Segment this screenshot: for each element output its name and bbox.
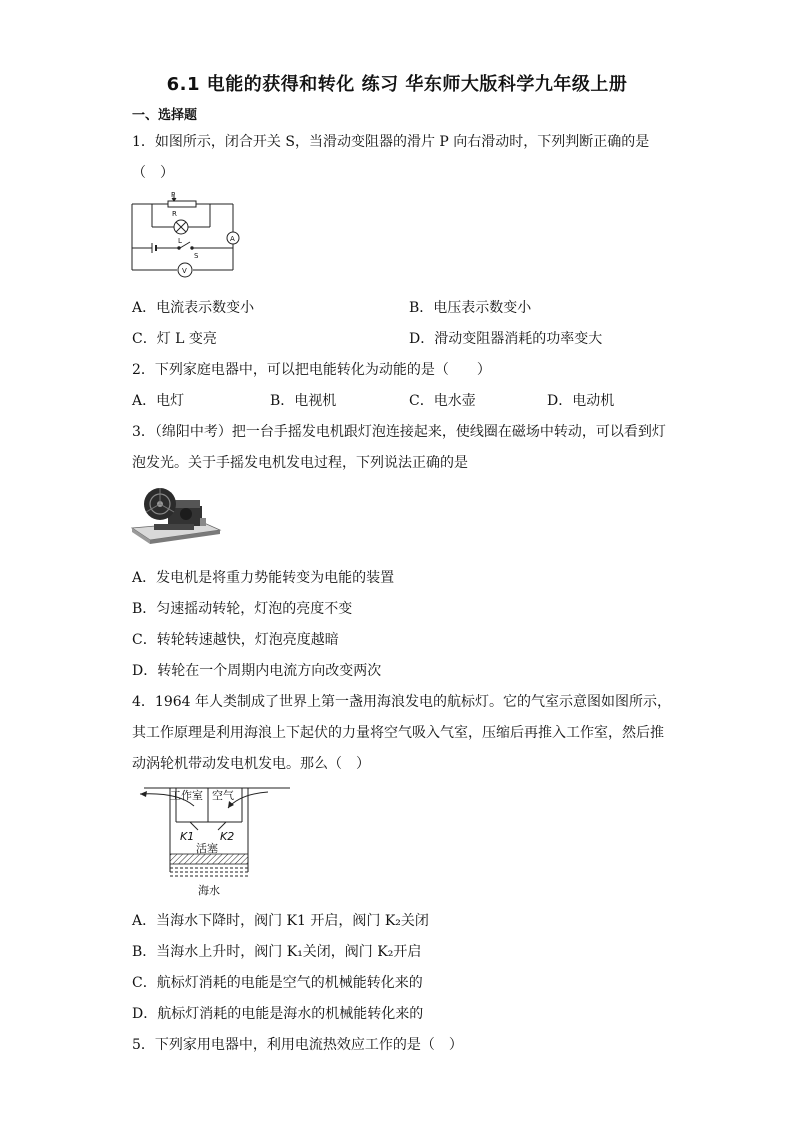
switch-s-label: S xyxy=(194,252,199,260)
question-3-option-d: D．转轮在一个周期内电流方向改变两次 xyxy=(132,663,382,679)
question-2-option-a: A．电灯 xyxy=(132,393,185,409)
question-3-text-line-1: 3．（绵阳中考）把一台手摇发电机跟灯泡连接起来，使线圈在磁场中转动，可以看到灯 xyxy=(132,424,666,440)
question-4-option-b: B．当海水上升时，阀门 K₁关闭，阀门 K₂开启 xyxy=(132,944,422,960)
question-2-option-b: B．电视机 xyxy=(270,393,337,409)
question-2-option-c: C．电水壶 xyxy=(409,393,476,409)
question-1-paren: （ ） xyxy=(132,165,174,181)
question-1-text: 1．如图所示，闭合开关 S，当滑动变阻器的滑片 P 向右滑动时，下列判断正确的是 xyxy=(132,134,650,150)
section-heading: 一、选择题 xyxy=(132,108,198,123)
rheostat-slider-p-label: P xyxy=(171,191,176,199)
question-4-text-line-1: 4．1964 年人类制成了世界上第一盏用海浪发电的航标灯。它的气室示意图如图所示， xyxy=(132,694,671,710)
lamp-l-label: L xyxy=(178,237,182,245)
work-room-label: 工作室 xyxy=(170,789,203,802)
voltmeter-v-label: V xyxy=(182,267,187,275)
question-4-text-line-3: 动涡轮机带动发电机发电。那么（ ） xyxy=(132,756,370,772)
valve-k2-label: K2 xyxy=(220,830,235,843)
piston-label: 活塞 xyxy=(196,842,218,855)
valve-k1-label: K1 xyxy=(180,830,195,843)
question-3-option-c: C．转轮转速越快，灯泡亮度越暗 xyxy=(132,632,339,648)
question-1-option-a: A．电流表示数变小 xyxy=(132,300,255,316)
question-1-option-c: C．灯 L 变亮 xyxy=(132,331,217,347)
question-3-option-b: B．匀速摇动转轮，灯泡的亮度不变 xyxy=(132,601,353,617)
question-1-option-d: D．滑动变阻器消耗的功率变大 xyxy=(409,331,603,347)
rheostat-r-label: R xyxy=(172,210,177,218)
ammeter-a-label: A xyxy=(230,235,235,243)
hand-crank-generator-image xyxy=(130,484,222,550)
question-4-text-line-2: 其工作原理是利用海浪上下起伏的力量将空气吸入气室，压缩后再推入工作室，然后推 xyxy=(132,725,664,741)
question-4-option-c: C．航标灯消耗的电能是空气的机械能转化来的 xyxy=(132,975,423,991)
question-4-option-d: D．航标灯消耗的电能是海水的机械能转化来的 xyxy=(132,1006,424,1022)
page-title: 6.1 电能的获得和转化 练习 华东师大版科学九年级上册 xyxy=(166,74,628,95)
air-label: 空气 xyxy=(212,789,234,802)
question-5-text: 5．下列家用电器中，利用电流热效应工作的是（ ） xyxy=(132,1037,463,1053)
question-4-option-a: A．当海水下降时，阀门 K1 开启，阀门 K₂关闭 xyxy=(132,913,429,929)
question-3-option-a: A．发电机是将重力势能转变为电能的装置 xyxy=(132,570,395,586)
sea-water-label: 海水 xyxy=(198,884,220,897)
question-2-text: 2．下列家庭电器中，可以把电能转化为动能的是（ ） xyxy=(132,362,491,378)
question-2-option-d: D．电动机 xyxy=(547,393,615,409)
question-1-option-b: B．电压表示数变小 xyxy=(409,300,532,316)
question-4-air-chamber-diagram xyxy=(130,782,300,900)
question-1-circuit-diagram xyxy=(130,192,245,277)
question-3-text-line-2: 泡发光。关于手摇发电机发电过程，下列说法正确的是 xyxy=(132,455,468,471)
